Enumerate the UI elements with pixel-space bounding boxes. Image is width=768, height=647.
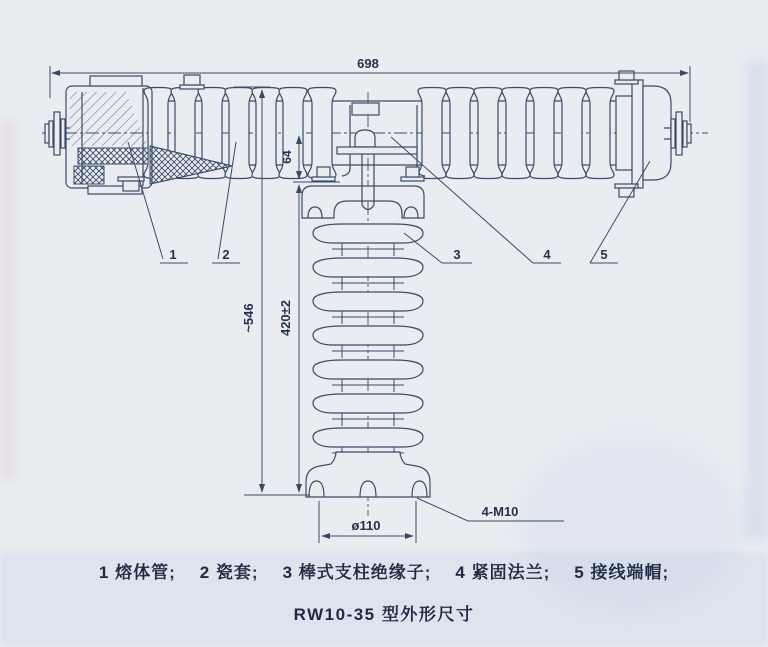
right-end-cap xyxy=(615,71,691,197)
lower-contact-crosshatch xyxy=(74,166,104,184)
drawing-title: RW10-35 型外形尺寸 xyxy=(293,605,475,624)
legend-item-2: 2 瓷套; xyxy=(199,563,259,582)
base-casting xyxy=(306,452,430,497)
part-label-1: 1 xyxy=(169,247,177,262)
dim-total-height: ~546 xyxy=(241,303,256,333)
legend-item-5: 5 接线端帽; xyxy=(574,563,670,582)
parts-legend xyxy=(0,558,768,583)
part-label-2: 2 xyxy=(222,247,230,262)
post-insulator-base xyxy=(306,452,430,497)
part-label-3: 3 xyxy=(453,247,461,262)
legend-item-4: 4 紧固法兰; xyxy=(455,563,551,582)
clamp-dome-nut xyxy=(355,130,375,147)
left-terminal-stud xyxy=(45,112,65,155)
cap-bracket-body xyxy=(302,186,424,218)
clamp-base-plate xyxy=(337,147,417,154)
cap-lug-bolt-left xyxy=(317,167,330,177)
right-terminal-stud xyxy=(671,112,691,155)
clamp-top-tab xyxy=(352,103,379,115)
cap-flange-plate xyxy=(632,80,643,188)
dim-base-diameter: ø110 xyxy=(351,518,381,533)
cap-clamp-screw-top xyxy=(184,75,200,85)
part-label-5: 5 xyxy=(600,247,608,262)
flange-bolt-top xyxy=(619,71,634,80)
cap-clamp-screw-bottom xyxy=(123,181,139,191)
dim-overall-length: 698 xyxy=(357,56,379,71)
cap-collar xyxy=(616,96,634,170)
cap-lug-bolt-right xyxy=(406,167,419,177)
dim-center-height: 64 xyxy=(280,150,294,164)
legend-item-1: 1 熔体管; xyxy=(98,563,176,582)
legend-item-3: 3 棒式支柱绝缘子; xyxy=(282,563,432,582)
contact-crosshatch-band xyxy=(78,148,148,164)
dim-mounting-holes: 4-M10 xyxy=(481,504,519,519)
cap-top-lip xyxy=(90,76,142,86)
dim-post-height: 420±2 xyxy=(278,299,293,337)
part-label-4: 4 xyxy=(543,247,551,262)
